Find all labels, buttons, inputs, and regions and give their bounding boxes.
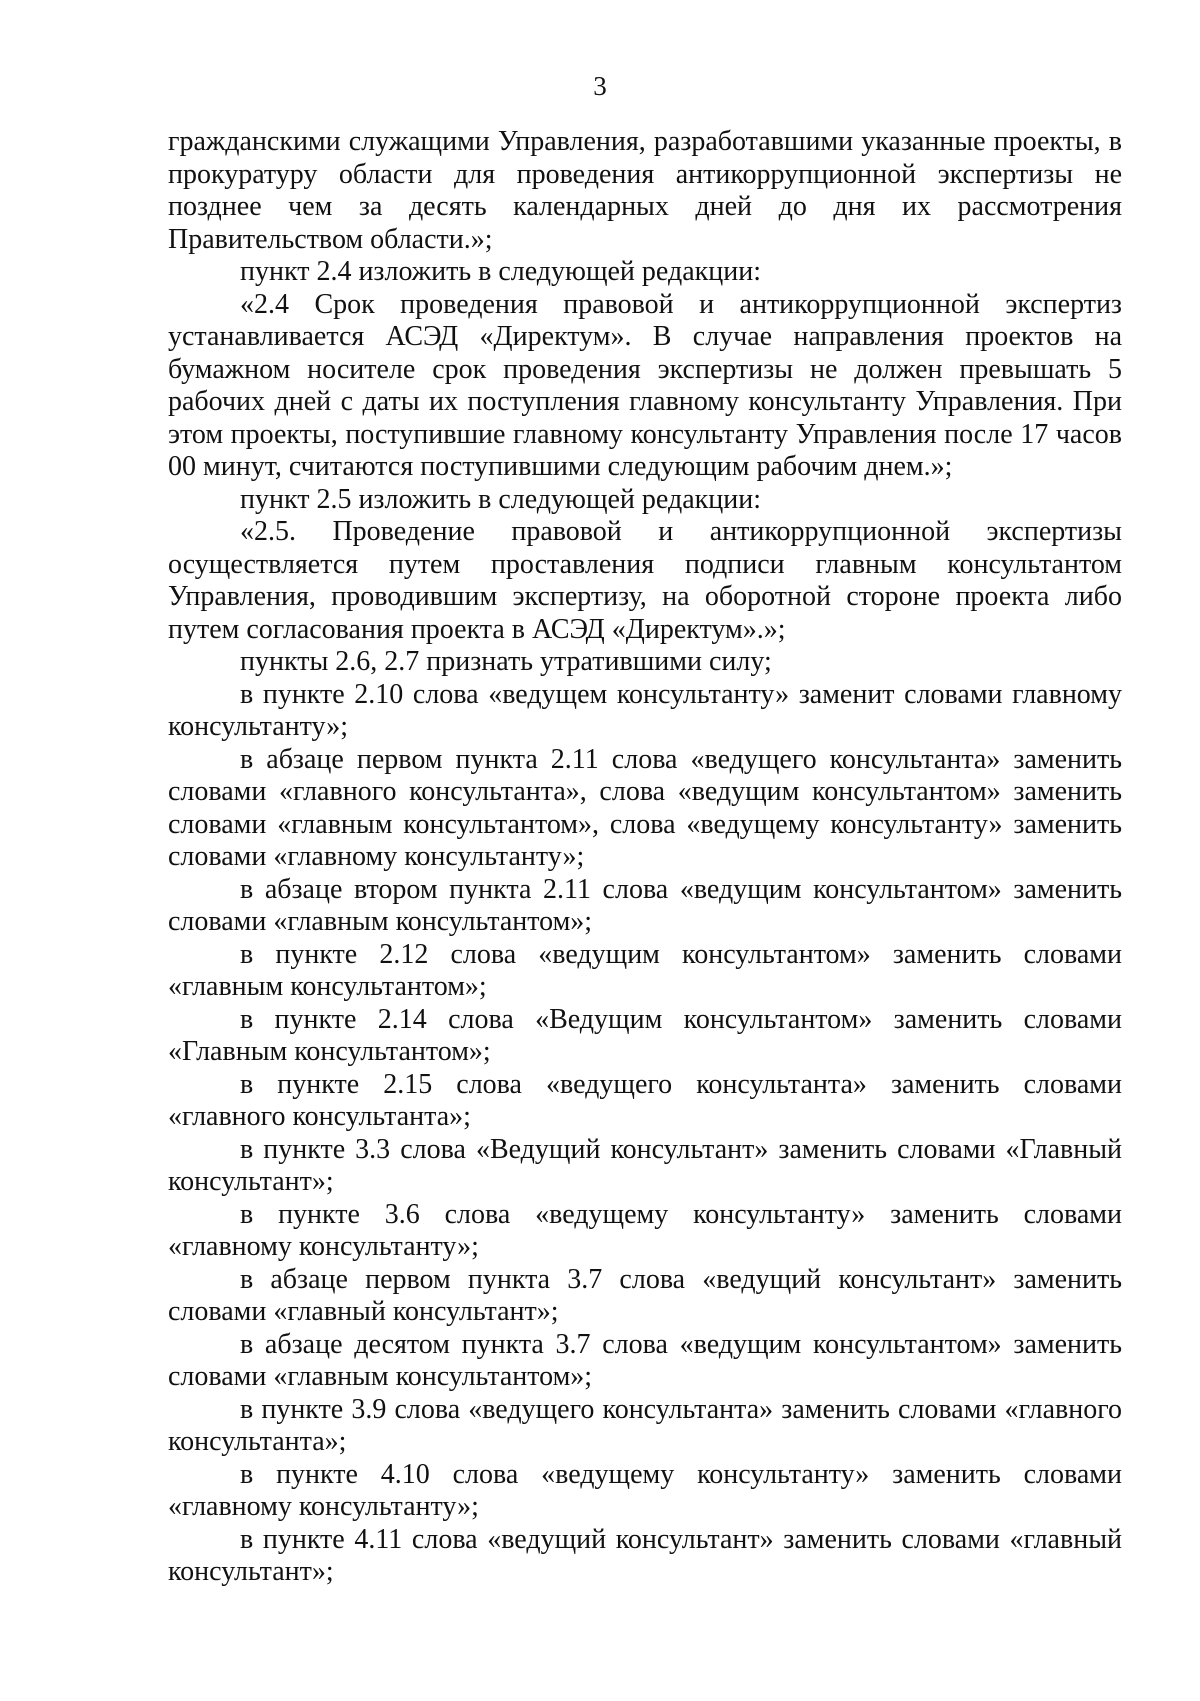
document-body bbox=[168, 126, 1122, 1589]
paragraph-item-2-11-first: в абзаце первом пункта 2.11 слова «ведущего консультанта» заменить словами «главного консультанта», слова «ведущим консультантом» заменить словами «главным консультантом», слова «ведущему консультанту» заменить словами «главному консультанту»; bbox=[168, 743, 1122, 872]
paragraph-item-2-5-text: «2.5. Проведение правовой и антикоррупционной экспертизы осуществляется путем проставления подписи главным консультантом Управления, проводившим экспертизу, на оборотной стороне проекта либо путем согласования проекта в АСЭД «Директум».»; bbox=[168, 516, 1122, 645]
paragraph-item-2-14: в пункте 2.14 слова «Ведущим консультантом» заменить словами «Главным консультантом»; bbox=[168, 1003, 1122, 1067]
paragraph-item-2-10: в пункте 2.10 слова «ведущем консультанту» заменит словами главному консультанту»; bbox=[168, 678, 1122, 742]
paragraph-item-3-3: в пункте 3.3 слова «Ведущий консультант» заменить словами «Главный консультант»; bbox=[168, 1133, 1122, 1197]
paragraph-item-4-11: в пункте 4.11 слова «ведущий консультант» заменить словами «главный консультант»; bbox=[168, 1523, 1122, 1587]
paragraph-item-3-9: в пункте 3.9 слова «ведущего консультанта» заменить словами «главного консультанта»; bbox=[168, 1393, 1122, 1457]
paragraph-item-2-5-heading: пункт 2.5 изложить в следующей редакции: bbox=[240, 483, 761, 515]
paragraph-item-4-10: в пункте 4.10 слова «ведущему консультанту» заменить словами «главному консультанту»; bbox=[168, 1458, 1122, 1522]
paragraph-item-2-11-second: в абзаце втором пункта 2.11 слова «ведущим консультантом» заменить словами «главным консультантом»; bbox=[168, 873, 1122, 937]
paragraph-continuation: гражданскими служащими Управления, разработавшими указанные проекты, в прокуратуру области для проведения антикоррупционной экспертизы не позднее чем за десять календарных дней до дня их рассмотрения Правительством области.»; bbox=[168, 126, 1122, 255]
paragraph-items-2-6-2-7: пункты 2.6, 2.7 признать утратившими силу; bbox=[240, 646, 772, 677]
page-number: 3 bbox=[593, 71, 607, 101]
paragraph-item-2-4-text: «2.4 Срок проведения правовой и антикоррупционной экспертиз устанавливается АСЭД «Директум». В случае направления проектов на бумажном носителе срок проведения экспертизы не должен превышать 5 рабочих дней с даты их поступления главному консультанту Управления. При этом проекты, поступившие главному консультанту Управления после 17 часов 00 минут, считаются поступившими следующим рабочим днем.»; bbox=[168, 288, 1122, 482]
paragraph-item-2-15: в пункте 2.15 слова «ведущего консультанта» заменить словами «главного консультанта»; bbox=[168, 1068, 1122, 1132]
paragraph-item-2-4-heading: пункт 2.4 изложить в следующей редакции: bbox=[240, 256, 761, 287]
paragraph-item-3-7-first: в абзаце первом пункта 3.7 слова «ведущий консультант» заменить словами «главный консультант»; bbox=[168, 1263, 1122, 1327]
paragraph-item-3-7-tenth: в абзаце десятом пункта 3.7 слова «ведущим консультантом» заменить словами «главным консультантом»; bbox=[168, 1328, 1122, 1392]
paragraph-item-3-6: в пункте 3.6 слова «ведущему консультанту» заменить словами «главному консультанту»; bbox=[168, 1198, 1122, 1262]
paragraph-item-2-12: в пункте 2.12 слова «ведущим консультантом» заменить словами «главным консультантом»; bbox=[168, 938, 1122, 1002]
